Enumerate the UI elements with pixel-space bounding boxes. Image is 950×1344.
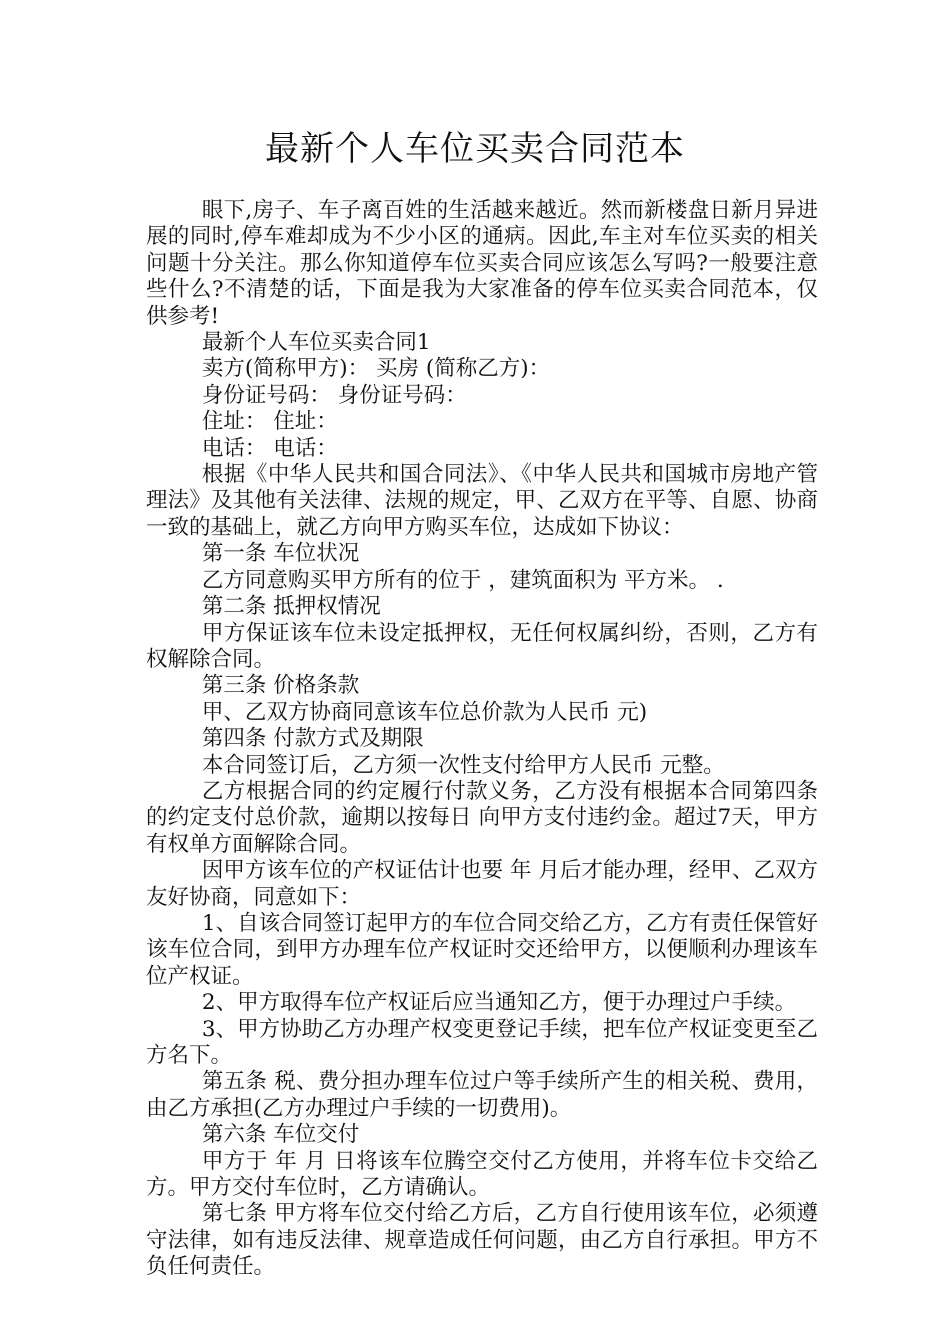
- article-2-text: 甲方保证该车位未设定抵押权，无任何权属纠纷，否则，乙方有权解除合同。: [146, 620, 818, 672]
- article-4-text-2: 乙方根据合同的约定履行付款义务，乙方没有根据本合同第四条的约定支付总价款，逾期以按每日 向甲方支付违约金。超过7天，甲方有权单方面解除合同。: [146, 778, 818, 857]
- party-line-seller-buyer: 卖方(简称甲方)： 买房 (简称乙方)：: [201, 356, 551, 382]
- article-6-text: 甲方于 年 月 日将该车位腾空交付乙方使用，并将车位卡交给乙方。甲方交付车位时，乙方请确认。: [146, 1148, 818, 1201]
- article-2-heading: 第二条 抵押权情况: [201, 594, 381, 620]
- contract-heading: 最新个人车位买卖合同1: [201, 330, 431, 356]
- article-1-heading: 第一条 车位状况: [201, 541, 360, 567]
- article-6-heading: 第六条 车位交付: [201, 1122, 360, 1148]
- party-line-id-number: 身份证号码： 身份证号码：: [201, 382, 467, 408]
- party-line-address: 住址： 住址：: [201, 409, 338, 435]
- article-7-text: 第七条 甲方将车位交付给乙方后，乙方自行使用该车位，必须遵守法律，如有违反法律、规章造成任何问题，由乙方自行承担。甲方不负任何责任。: [146, 1201, 818, 1280]
- article-4-heading: 第四条 付款方式及期限: [201, 726, 424, 752]
- document-title: 最新个人车位买卖合同范本: [265, 129, 685, 169]
- agreement-item-3: 3、甲方协助乙方办理产权变更登记手续，把车位产权证变更至乙方名下。: [146, 1016, 818, 1068]
- document-body: [146, 198, 818, 1281]
- party-line-phone: 电话： 电话：: [201, 435, 338, 461]
- intro-paragraph: 眼下,房子、车子离百姓的生活越来越近。然而新楼盘日新月异进展的同时,停车难却成为不少小区的通病。因此,车主对车位买卖的相关问题十分关注。那么你知道停车位买卖合同应该怎么写吗?一般要注意些什么?不清楚的话，下面是我为大家准备的停车位买卖合同范本，仅供参考!: [146, 198, 818, 329]
- article-3-heading: 第三条 价格条款: [201, 673, 360, 699]
- article-5-text: 第五条 税、费分担办理车位过户等手续所产生的相关税、费用，由乙方承担(乙方办理过户手续的一切费用)。: [146, 1069, 818, 1121]
- article-4-text-3: 因甲方该车位的产权证估计也要 年 月后才能办理，经甲、乙双方友好协商，同意如下：: [146, 858, 818, 910]
- preamble-paragraph: 根据《中华人民共和国合同法》、《中华人民共和国城市房地产管理法》及其他有关法律、法规的规定，甲、乙双方在平等、自愿、协商一致的基础上，就乙方向甲方购买车位，达成如下协议：: [146, 462, 818, 540]
- article-3-text: 甲、乙双方协商同意该车位总价款为人民币 元): [201, 699, 648, 725]
- article-1-text: 乙方同意购买甲方所有的位于 ，建筑面积为 平方米。 .: [201, 567, 724, 593]
- article-4-text-1: 本合同签订后，乙方须一次性支付给甲方人民币 元整。: [201, 752, 725, 778]
- agreement-item-2: 2、甲方取得车位产权证后应当通知乙方，便于办理过户手续。: [201, 990, 797, 1016]
- agreement-item-1: 1、自该合同签订起甲方的车位合同交给乙方，乙方有责任保管好该车位合同，到甲方办理车位产权证时交还给甲方，以便顺利办理该车位产权证。: [146, 910, 818, 989]
